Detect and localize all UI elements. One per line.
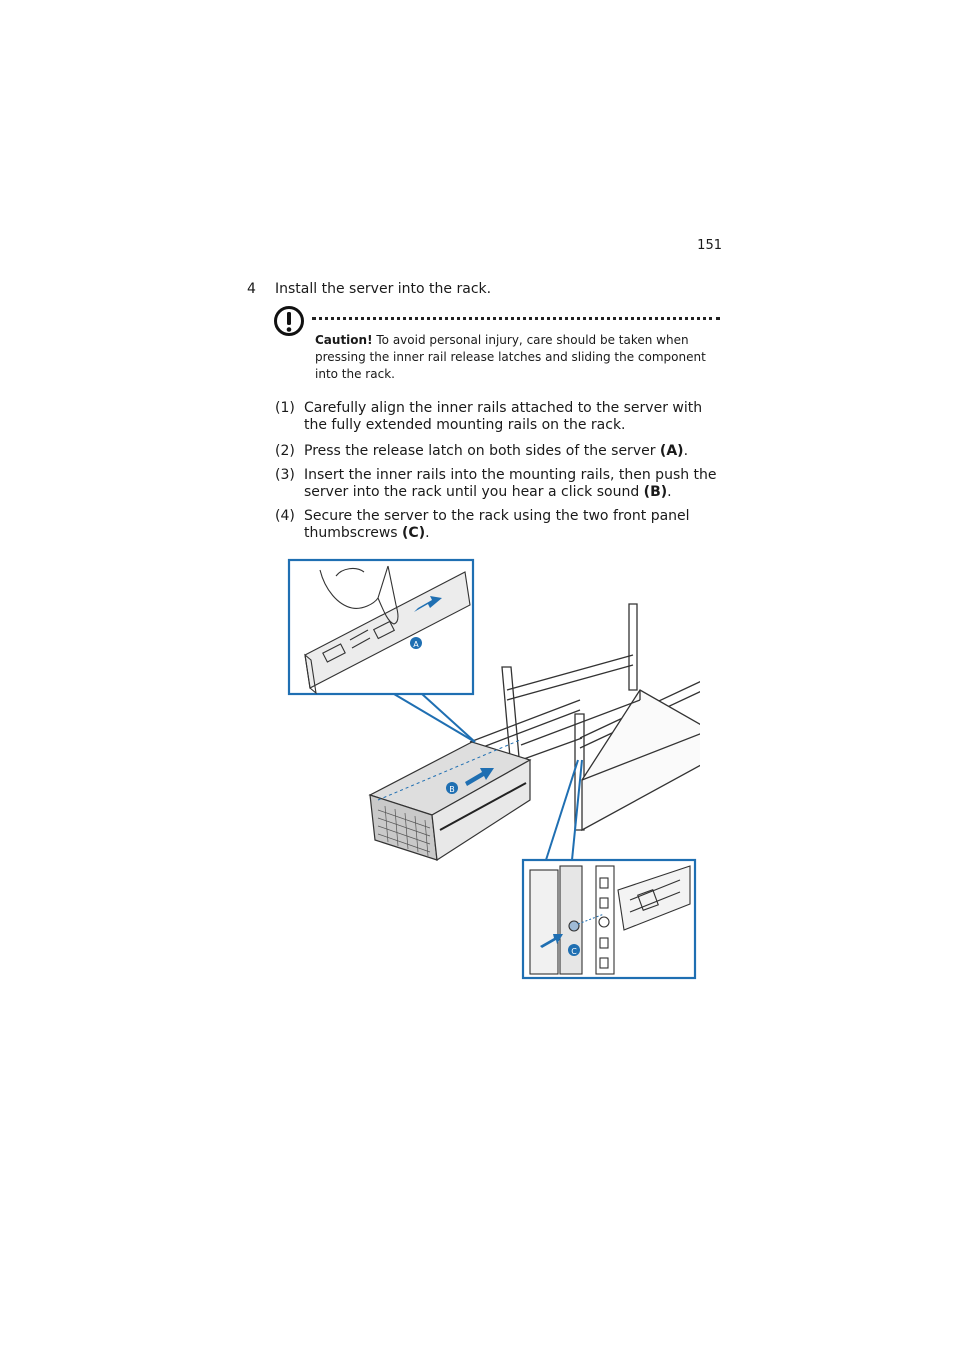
server-chassis [370, 740, 530, 860]
caution-label: Caution! [315, 333, 373, 347]
substep-body: Carefully align the inner rails attached to the server with the fully extended mounting rails on the rack. [304, 400, 703, 433]
step-number: 4 [247, 281, 256, 297]
callout-a-label: A [413, 640, 419, 649]
substep-number: (1) [275, 400, 295, 416]
substep-body: Press the release latch on both sides of the server (A). [304, 443, 689, 459]
callout-b-label: B [449, 785, 455, 794]
page-number: 151 [697, 238, 722, 253]
detail-a-inset [289, 560, 475, 742]
substep-number: (3) [275, 467, 295, 483]
substep-body: Insert the inner rails into the mounting rails, then push the server into the rack until you hear a click sound (B). [304, 467, 717, 500]
rack-install-illustration [285, 555, 700, 985]
caution-note [315, 332, 720, 383]
caution-icon [273, 305, 305, 337]
substep-body: Secure the server to the rack using the two front panel thumbscrews (C). [304, 508, 690, 541]
substep-number: (2) [275, 443, 295, 459]
substep-number: (4) [275, 508, 295, 524]
step-text: Install the server into the rack. [275, 281, 492, 297]
caution-divider [312, 317, 720, 320]
callout-c-label: C [571, 947, 577, 956]
caution-body: To avoid personal injury, care should be taken when pressing the inner rail release latches and sliding the component into the rack. [315, 333, 706, 381]
